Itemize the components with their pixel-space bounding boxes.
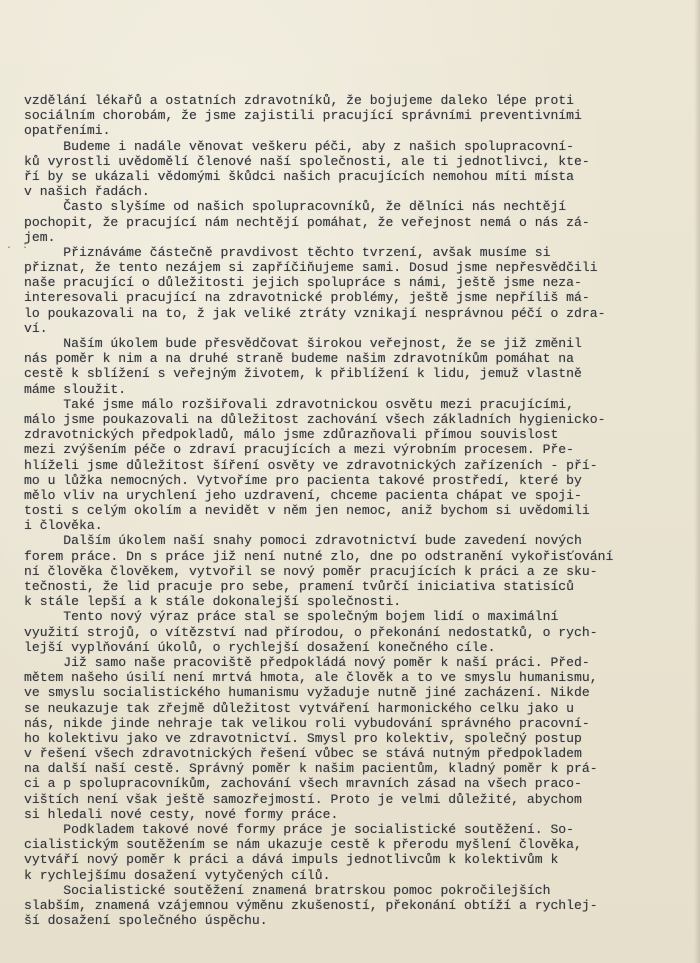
text-line: ků vyrostli uvědomělí členové naší společnosti, ale ti jednotlivci, kte- xyxy=(24,153,590,169)
text-line: se neukazuje tak zřejmě důležitost vytváření harmonického celku jako u xyxy=(24,700,575,716)
text-line: si hledali nové cesty, nové formy práce. xyxy=(24,806,339,822)
text-line: Také jsme málo rozšiřovali zdravotnickou osvětu mezi pracujícími, xyxy=(24,396,575,412)
margin-mark: . : xyxy=(6,240,31,251)
text-line: zdravotnických předpokladů, málo jsme zdůrazňovali přímou souvislost xyxy=(24,427,559,443)
text-line: naše pracující o důležitosti jejich spolupráce s námi, ještě jsme neza- xyxy=(24,275,582,291)
text-line: ní člověka člověkem, vytvořil se nový poměr pracujících k práci a ze sku- xyxy=(24,563,598,579)
text-line: pochopit, že pracující nám nechtějí pomáhat, že veřejnost nemá o nás zá- xyxy=(24,214,590,230)
text-line: jem. xyxy=(24,229,56,245)
text-line: Socialistické soutěžení znamená bratrskou pomoc pokročilejších xyxy=(24,882,551,898)
text-line: mětem našeho úsilí není mrtvá hmota, ale člověk a to ve smyslu humanismu, xyxy=(24,670,598,686)
text-line: využití strojů, o vítězství nad přírodou, o překonání nedostatků, o rych- xyxy=(24,624,598,640)
text-line: ho kolektivu jako ve zdravotnictví. Smysl pro kolektiv, společný postup xyxy=(24,730,582,746)
text-line: ší dosažení společného úspěchu. xyxy=(24,913,268,929)
text-line: přiznat, že tento nezájem si zapříčiňujeme sami. Dosud jsme nepřesvědčili xyxy=(24,260,598,276)
text-line: nás, nikde jinde nehraje tak velikou roli vybudování správného pracovní- xyxy=(24,715,590,731)
text-line: ci a p spolupracovníkům, zachování všech mravních zásad na všech praco- xyxy=(24,776,582,792)
text-line: mezi zvýšením péče o zdraví pracujících a mezi výrobním procesem. Pře- xyxy=(24,442,575,458)
text-line: forem práce. Dn s práce již není nutné zlo, dne po odstranění vykořisťování xyxy=(24,548,614,564)
text-line: opatřeními. xyxy=(24,123,111,139)
text-line: Dalším úkolem naší snahy pomoci zdravotnictví bude zavedení nových xyxy=(24,533,582,549)
text-line: interesovali pracující na zdravotnické problémy, ještě jsme nepříliš má- xyxy=(24,290,590,306)
text-line: lo poukazovali na to, ž jak veliké ztráty vznikají nesprávnou péčí o zdra- xyxy=(24,305,606,321)
text-line: v řešení všech zdravotnických řešení vůbec se stává nutným předpokladem xyxy=(24,746,582,762)
text-line: nás poměr k nim a na druhé straně budeme našim zdravotníkům pomáhat na xyxy=(24,351,575,367)
body-text xyxy=(24,93,672,928)
text-line: Přiznáváme částečně pravdivost těchto tvrzení, avšak musíme si xyxy=(24,244,551,260)
text-line: Tento nový výraz práce stal se společným bojem lidí o maximální xyxy=(24,609,559,625)
text-line: cestě k sblížení s veřejným životem, k přiblížení k lidu, jemuž vlastně xyxy=(24,366,582,382)
text-line: Již samo naše pracoviště předpokládá nový poměr k naší práci. Před- xyxy=(24,654,590,670)
text-line: vištích není však ještě samozřejmostí. Proto je velmi důležité, abychom xyxy=(24,791,582,807)
text-line: máme sloužit. xyxy=(24,381,127,397)
text-line: vytváří nový poměr k práci a dává impuls jednotlivcům k kolektivům k xyxy=(24,852,559,868)
text-line: k rychlejšímu dosažení vytyčených cílů. xyxy=(24,867,331,883)
text-line: Často slyšíme od našich spolupracovníků, že dělníci nás nechtějí xyxy=(24,199,567,215)
text-line: mělo vliv na urychlení jeho uzdravení, chceme pacienta chápat ve spoji- xyxy=(24,487,582,503)
text-line: tosti s celým okolím a nevidět v něm jen nemoc, aniž bychom si uvědomili xyxy=(24,503,590,519)
text-line: ří by se ukázali vědomými škůdci našich pracujících nemohou míti místa xyxy=(24,168,575,184)
text-line: Podkladem takové nové formy práce je socialistické soutěžení. So- xyxy=(24,822,575,837)
text-line: ví. xyxy=(24,320,48,336)
text-line: slabším, znamená vzájemnou výměnu zkušeností, překonání obtíží a rychlej- xyxy=(24,897,598,913)
paper-edge-shadow xyxy=(694,0,700,963)
text-line: na další naší cestě. Správný poměr k našim pacientům, kladný poměr k prá- xyxy=(24,761,598,777)
text-line: hlíželi jsme důležitost šíření osvěty ve zdravotnických zařízeních - pří- xyxy=(24,457,598,473)
text-line: ve smyslu socialistického humanismu vyžaduje nutně jiné zacházení. Nikde xyxy=(24,685,590,701)
text-line: i člověka. xyxy=(24,518,103,534)
text-line: k stále lepší a k stále dokonalejší společnosti. xyxy=(24,594,402,610)
text-line: sociálním chorobám, že jsme zajistili pracující správními preventivními xyxy=(24,108,582,124)
text-line: málo jsme poukazovali na důležitost zachování všech základních hygienicko- xyxy=(24,411,606,427)
text-line: cialistickým soutěžením se nám ukazuje cestě k přerodu myšlení člověka, xyxy=(24,837,582,853)
text-line: tečnosti, že lid pracuje pro sebe, pramení tvůrčí iniciativa statisíců xyxy=(24,579,575,594)
text-line: mo u lůžka nemocných. Vytvoříme pro pacienta takové prostředí, které by xyxy=(24,472,582,488)
text-line: Budeme i nadále věnovat veškeru péči, aby z našich spolupracovní- xyxy=(24,138,575,154)
text-line: lejší vyplňování úkolů, o rychlejší dosažení konečného cíle. xyxy=(24,639,496,655)
text-line: vzdělání lékařů a ostatních zdravotníků, že bojujeme daleko lépe proti xyxy=(24,93,575,108)
text-line: Naším úkolem bude přesvědčovat širokou veřejnost, že se již změnil xyxy=(24,336,582,351)
text-line: v našich řadách. xyxy=(24,184,150,200)
